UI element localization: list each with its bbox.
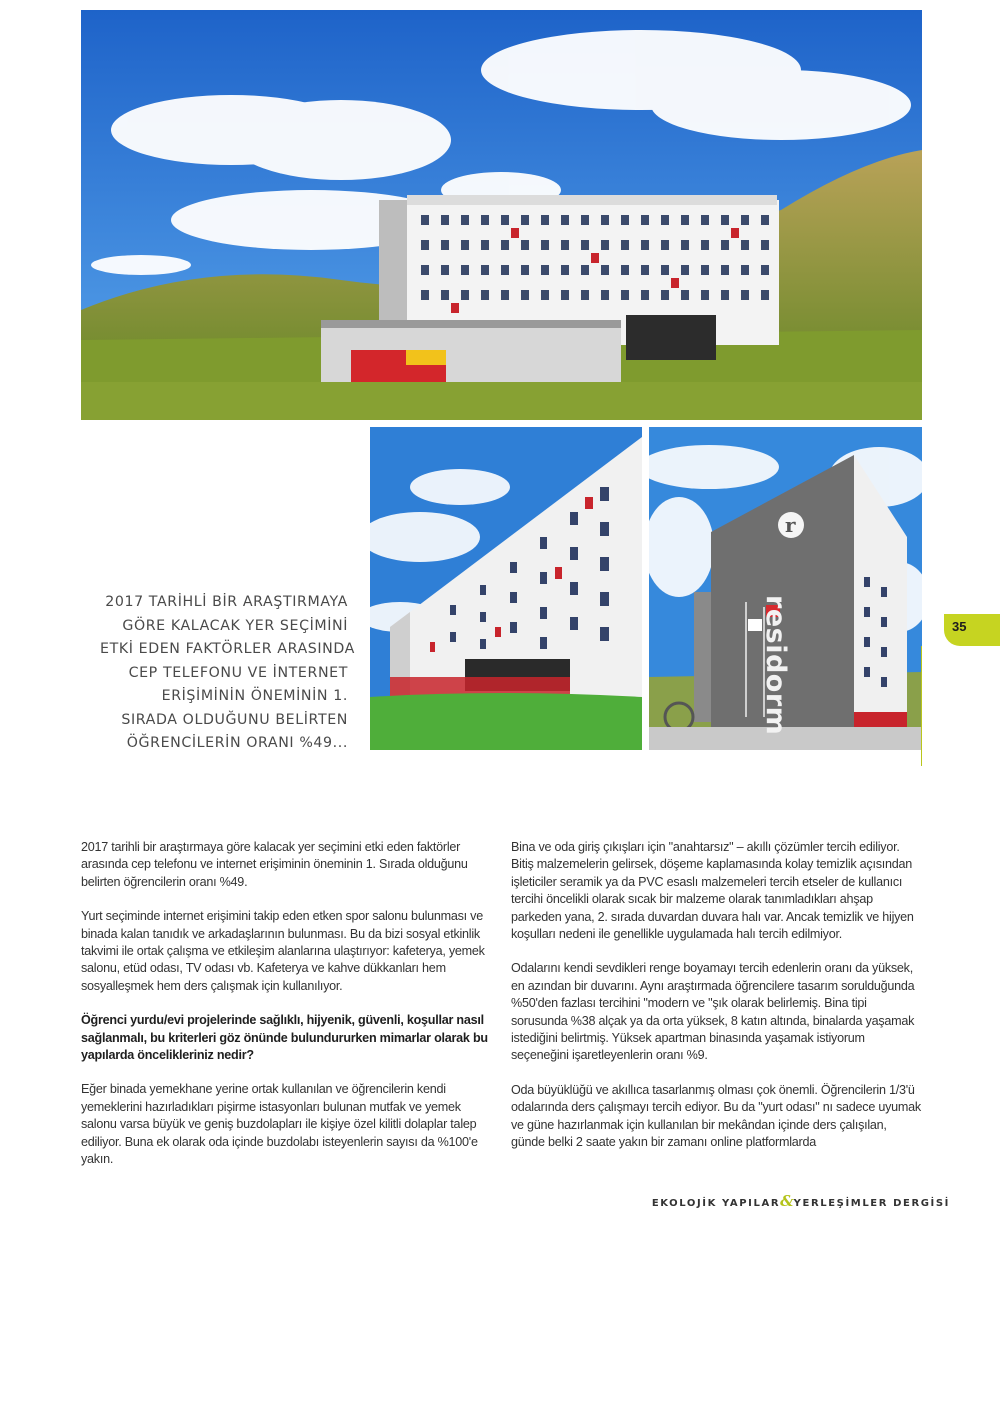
pull-quote-line: 2017 TARİHLİ BİR ARAŞTIRMAYA — [105, 594, 348, 610]
article-column-left — [81, 839, 493, 1186]
residorm-sign-text: residorm — [760, 595, 791, 736]
pull-quote-line: ERİŞİMİNİN ÖNEMİNİN 1. — [161, 688, 348, 704]
residorm-logo-text: r — [785, 513, 796, 537]
paragraph: Oda büyüklüğü ve akıllıca tasarlanmış olması çok önemli. Öğrencilerin 1/3'ü odalarında ders çalışmayı tercih ediyor. Bu da "yurt odası" nı sadece uyumak ve güne hazırlanmak için kullanılan bir mekândan içinde ders çalışılan, günde belki 2 saate yakın bir zamanı online platformlarda — [511, 1082, 921, 1150]
divider — [921, 646, 922, 766]
interview-question: Öğrenci yurdu/evi projelerinde sağlıklı, hijyenik, güvenli, koşullar nasıl sağlanmalı, bu kriterleri göz önünde bulundururken mimarlar olarak bu yapılarda öncelikleriniz nedir? — [81, 1013, 488, 1063]
pull-quote — [100, 591, 355, 756]
page-number: 35 — [952, 619, 967, 634]
residorm-tower-photo — [649, 427, 922, 750]
footer-ampersand: & — [780, 1192, 794, 1210]
article-column-right — [511, 839, 923, 1169]
paragraph: Bina ve oda giriş çıkışları için "anahtarsız" – akıllı çözümler tercih ediliyor. Bitiş malzemelerin gelirsek, döşeme kaplamasında kolay temizlik açısından işleticiler seramik ya da PVC esaslı malzemeleri tercih etseler de kullanıcı tercihi öncelikli olarak sıcak bir malzeme olarak tanımladıkları ahşap parkeden yana, 2. sırada duvardan duvara halı var. Ancak temizlik ve hijyen koşulları nedeni ile genellikle uygulamada halı tercih edilmiyor. — [511, 840, 914, 942]
pull-quote-line: GÖRE KALACAK YER SEÇİMİNİ — [122, 617, 348, 634]
pull-quote-line: ETKİ EDEN FAKTÖRLER ARASINDA — [100, 641, 355, 657]
magazine-footer — [652, 1192, 950, 1210]
pull-quote-line: SIRADA OLDUĞUNU BELİRTEN — [121, 711, 348, 728]
footer-title-part2: YERLEŞİMLER DERGİSİ — [793, 1198, 950, 1209]
paragraph: 2017 tarihli bir araştırmaya göre kalacak yer seçimini etki eden faktörler arasında cep telefonu ve internet erişiminin öneminin 1. Sırada olduğunu belirten öğrencilerin oranı %49. — [81, 840, 468, 889]
paragraph: Odalarını kendi sevdikleri renge boyamayı tercih edenlerin oranı da yüksek, en azından bir duvarını. Aynı araştırmada öğrencilere tasarım sorulduğunda %50'den fazlası tercihini "modern ve "şık olarak belirlemiş. Bina tipi sorusunda %38 alçak ya da orta yüksek, 8 katın altında, binalarda yaşamak istediğini belirtmiş. Yüksek apartman binasında yaşamak istiyorum seçeneğini işaretleyenlerin oranı %9. — [511, 961, 915, 1063]
facade-angle-photo — [370, 427, 642, 750]
paragraph: Eğer binada yemekhane yerine ortak kullanılan ve öğrencilerin kendi yemeklerini hazırladıkları pişirme istasyonları bulunan mutfak ve yemek salonu varsa büyük ve geniş buzdolapları ile kişiye özel kilitli dolaplar talep ediliyor. Buna ek olarak oda içinde buzdolabı isteyenlerin sayısı da %100'e yakın. — [81, 1082, 478, 1167]
paragraph: Yurt seçiminde internet erişimini takip eden etken spor salonu bulunması ve binada kalan tanıdık ve arkadaşlarının bulunması. Bu da bizi sosyal etkinlik takvimi ile ortak çalışma ve etkileşim alanlarına ulaştırıyor: kafeterya, yemek salonu, etüd odası, TV odası vb. Kafeterya ve kahve dükkanları hem sosyalleşmek hem ders çalışmak için kullanılıyor. — [81, 909, 485, 993]
footer-title-part1: EKOLOJİK YAPILAR — [651, 1198, 781, 1209]
pull-quote-line: CEP TELEFONU VE İNTERNET — [128, 664, 348, 681]
pull-quote-line: ÖĞRENCİLERİN ORANI %49... — [126, 735, 348, 751]
hero-building-photo — [81, 10, 922, 420]
